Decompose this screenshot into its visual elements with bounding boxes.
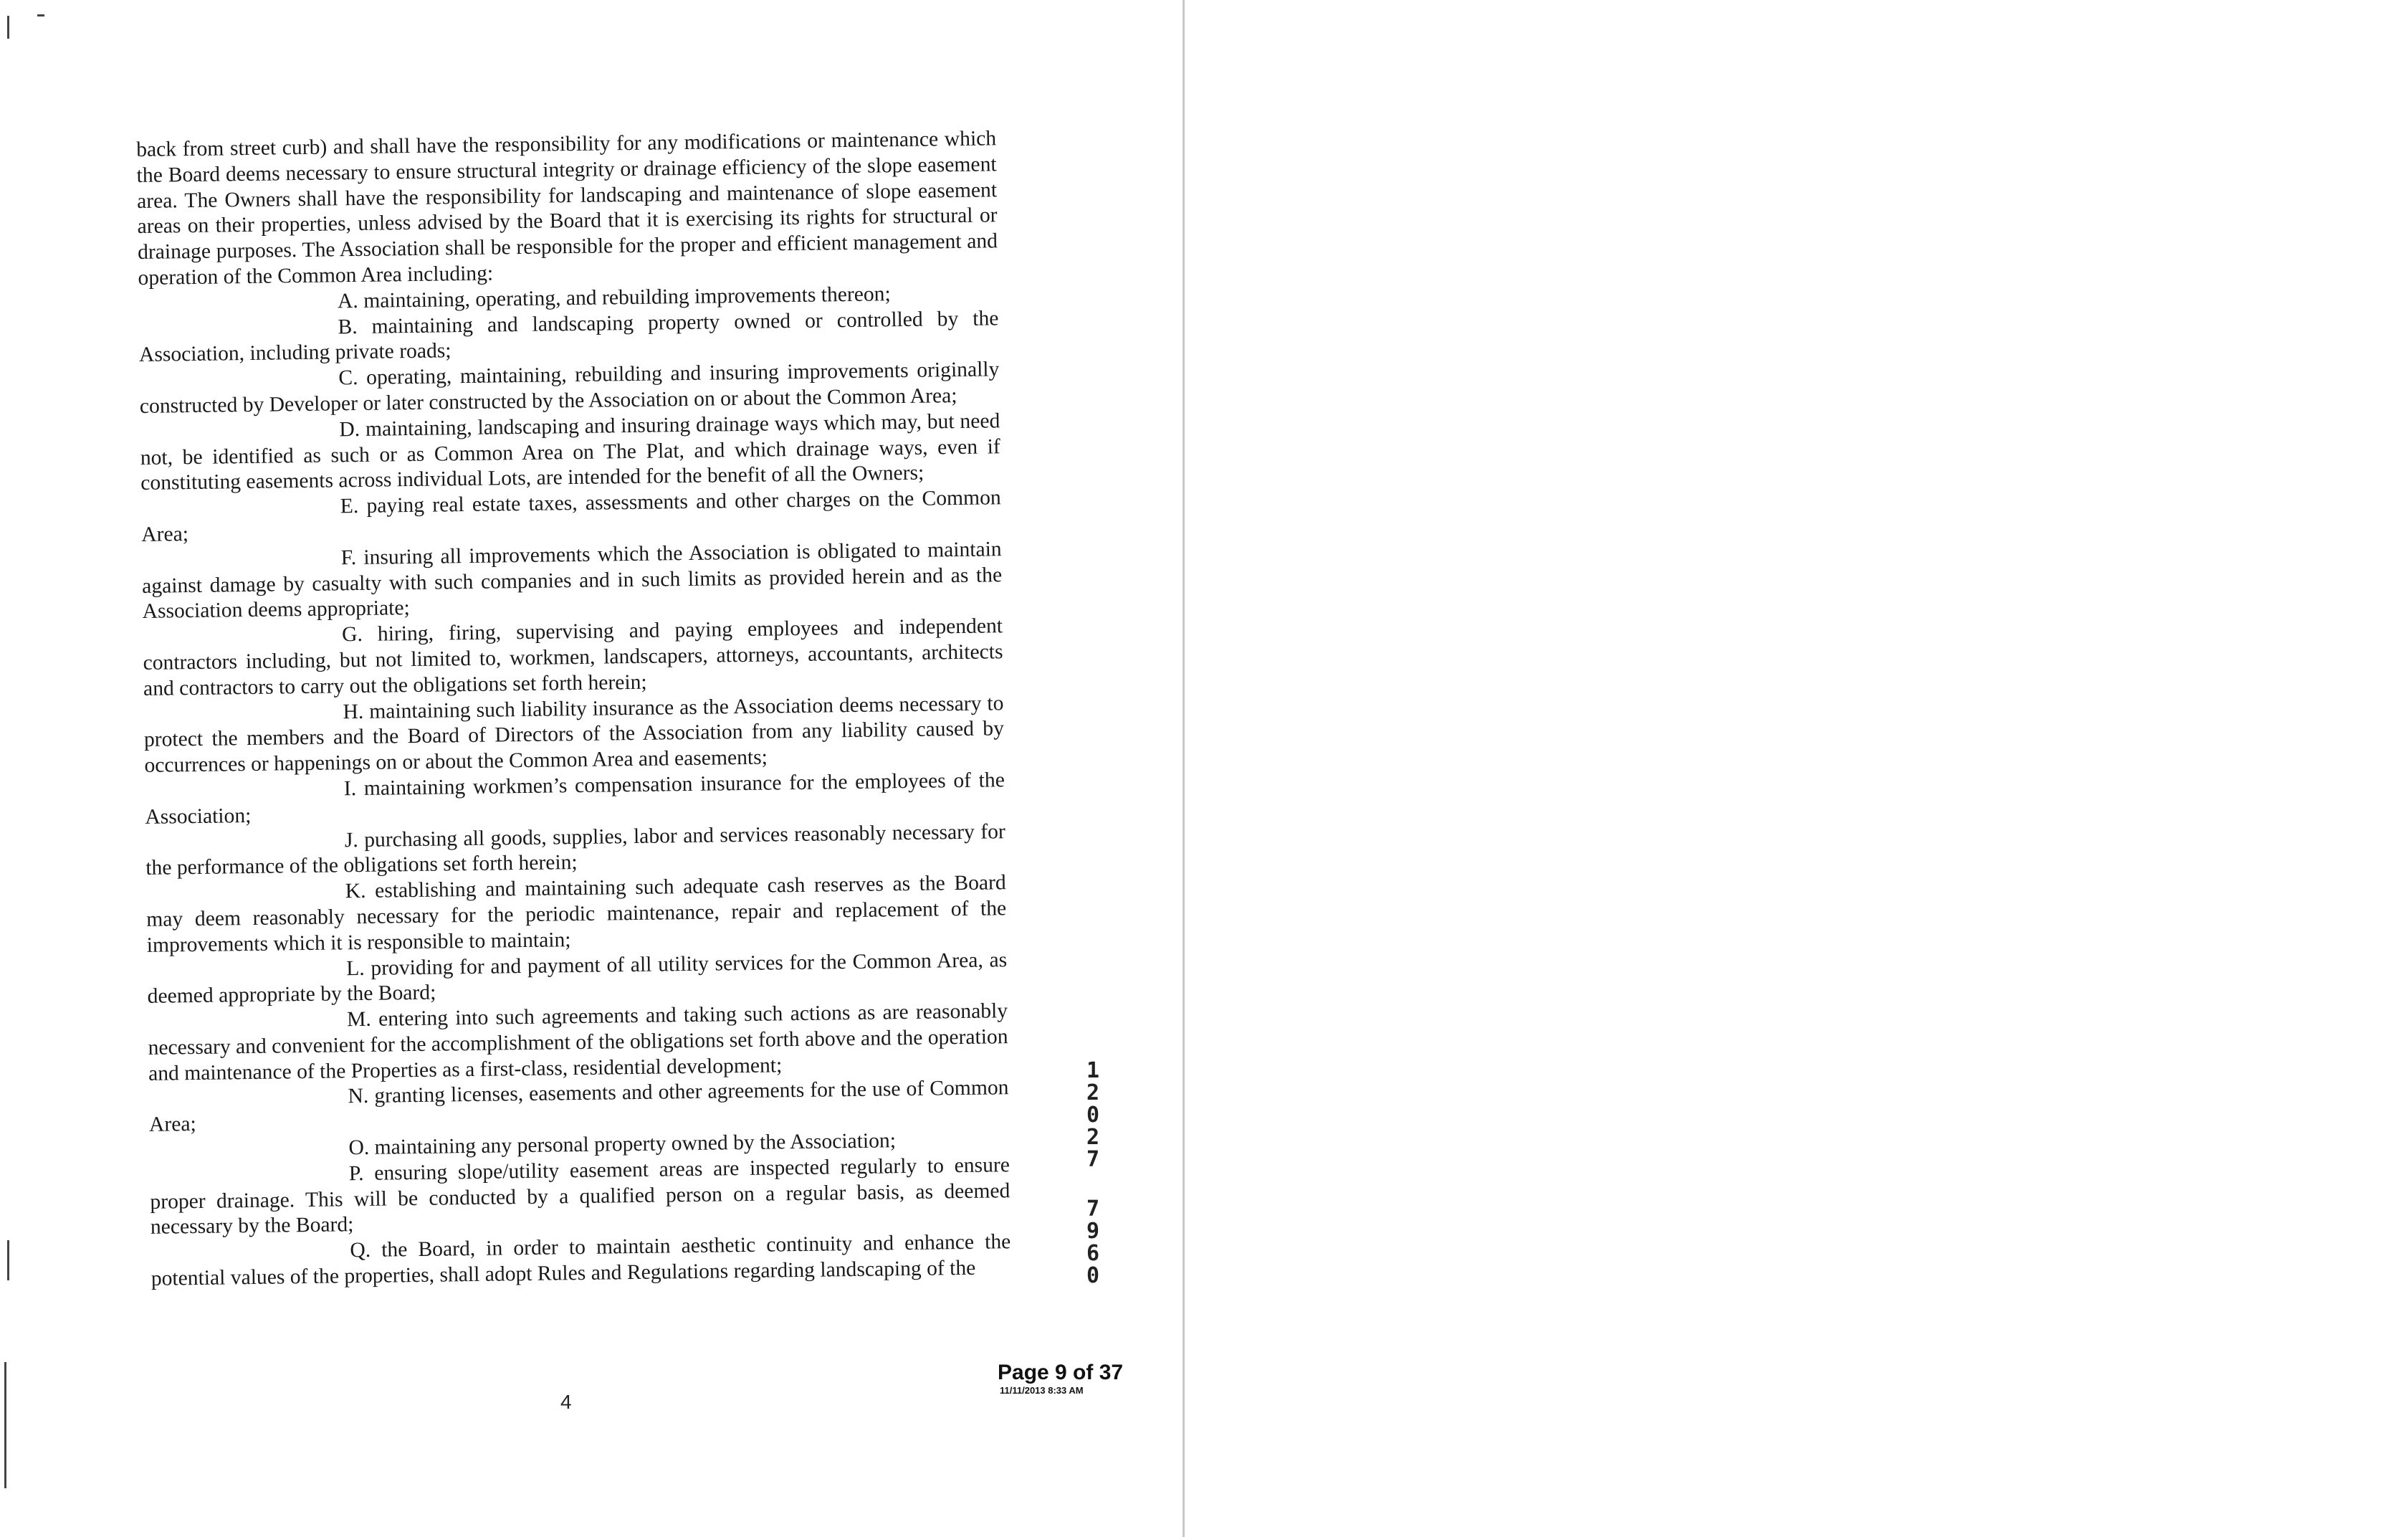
item-label: H.	[343, 700, 364, 723]
item-text: purchasing all goods, supplies, labor and services reasonably necessary for the performance of the obligations set forth herein;	[145, 819, 1005, 880]
list-item-g	[143, 614, 1003, 702]
item-label: M.	[346, 1007, 372, 1032]
item-text: paying real estate taxes, assessments and other charges on the Common Area;	[141, 486, 1001, 546]
item-text: the Board, in order to maintain aesthetic continuity and enhance the potential values of the properties, shall adopt Rules and Regulations regarding landscaping of the	[150, 1230, 1011, 1290]
recording-digit: 9	[1086, 1219, 1100, 1244]
recording-digit: 2	[1086, 1080, 1100, 1105]
item-label: P.	[348, 1161, 364, 1186]
recording-digit: 0	[1086, 1263, 1100, 1288]
recording-digit: 1	[1086, 1058, 1100, 1083]
scan-margin-mark	[7, 16, 9, 39]
item-text: ensuring slope/utility easement areas are inspected regularly to ensure proper drainage. This will be conducted by a qualified person on a regular basis, as deemed necessary by the Board;	[150, 1153, 1010, 1239]
item-text: maintaining and landscaping property owned or controlled by the Association, including private roads;	[138, 306, 999, 367]
item-text: operating, maintaining, rebuilding and insuring improvements originally constructed by Developer or later constructed by the Association on or about the Common Area;	[139, 358, 1000, 418]
page-number: 4	[560, 1391, 572, 1413]
recording-digit: 7	[1086, 1147, 1100, 1172]
item-label: G.	[341, 623, 363, 647]
item-label: A.	[337, 289, 358, 313]
scan-margin-mark	[7, 1240, 9, 1280]
item-label: F.	[340, 546, 357, 570]
document-body	[136, 126, 1011, 1292]
item-text: maintaining such liability insurance as the Association deems necessary to protect the members and the Board of Directors of the Association from any liability caused by occurrences or happenings on or about the Common Area and easements;	[143, 691, 1005, 778]
recording-digit: 0	[1086, 1103, 1100, 1128]
item-label: D.	[339, 417, 360, 442]
item-label: O.	[348, 1136, 370, 1160]
blank-viewer-area	[1185, 0, 2408, 1537]
item-text: maintaining workmen’s compensation insurance for the employees of the Association;	[145, 768, 1005, 829]
item-text: establishing and maintaining such adequate cash reserves as the Board may deem reasonably necessary for the periodic maintenance, repair and replacement of the improvements which it is responsible to maintain;	[146, 871, 1007, 957]
item-label: L.	[345, 956, 365, 980]
item-label: K.	[345, 880, 366, 903]
document-page	[0, 0, 1182, 1537]
list-item-f	[141, 537, 1002, 625]
recording-number	[1082, 1060, 1104, 1287]
item-label: N.	[348, 1085, 369, 1108]
recording-digit: 2	[1086, 1125, 1100, 1150]
stamp-timestamp: 11/11/2013 8:33 AM	[1000, 1385, 1084, 1396]
item-text: maintaining, operating, and rebuilding improvements thereon;	[363, 282, 891, 313]
list-item-p	[150, 1153, 1010, 1241]
item-label: B.	[338, 315, 358, 338]
item-text: maintaining, landscaping and insuring drainage ways which may, but need not, be identified as such or as Common Area on The Plat, and which drainage ways, even if constituting easements across individual Lots, are intended for the benefit of all the Owners;	[140, 409, 1000, 495]
item-text: insuring all improvements which the Association is obligated to maintain against damage by casualty with such companies and in such limits as provided herein and as the Association deems appropriate;	[141, 537, 1003, 624]
list-item-d	[140, 409, 1000, 497]
scan-margin-mark	[37, 14, 44, 16]
item-label: Q.	[350, 1239, 371, 1262]
item-label: C.	[338, 366, 358, 390]
item-label: J.	[344, 828, 358, 852]
list-item-h	[143, 691, 1004, 779]
page-count-label: Page 9 of 37	[998, 1361, 1124, 1384]
item-text: hiring, firing, supervising and paying employees and independent contractors including, but not limited to, workmen, landscapers, attorneys, accountants, architects and contractors to carry out the obligations set forth herein;	[143, 614, 1003, 700]
item-label: I.	[343, 776, 357, 801]
item-text: providing for and payment of all utility services for the Common Area, as deemed appropriate by the Board;	[147, 948, 1008, 1009]
item-text: entering into such agreements and taking such actions as are reasonably necessary and convenient for the accomplishment of the obligations set forth above and the operation and maintenance of the Properties as a first-class, residential development;	[148, 999, 1008, 1085]
item-label: E.	[340, 495, 359, 518]
page-stamp	[998, 1361, 1141, 1396]
intro-paragraph: back from street curb) and shall have the responsibility for any modifications or maintenance which the Board deems necessary to ensure structural integrity or drainage efficiency of the slope easement area. The Owners shall have the responsibility for landscaping and maintenance of slope easement areas on their properties, unless advised by the Board that it is exercising its rights for structural or drainage purposes. The Association shall be responsible for the proper and efficient management and operation of the Common Area including:	[136, 127, 998, 290]
recording-digit: 6	[1086, 1241, 1100, 1266]
item-text: maintaining any personal property owned by the Association;	[374, 1129, 897, 1159]
item-text: granting licenses, easements and other agreements for the use of Common Area;	[148, 1076, 1009, 1137]
recording-digit: 7	[1086, 1196, 1100, 1222]
scan-margin-mark	[4, 1362, 6, 1488]
list-item-k	[146, 870, 1007, 958]
list-item-m	[148, 999, 1008, 1087]
